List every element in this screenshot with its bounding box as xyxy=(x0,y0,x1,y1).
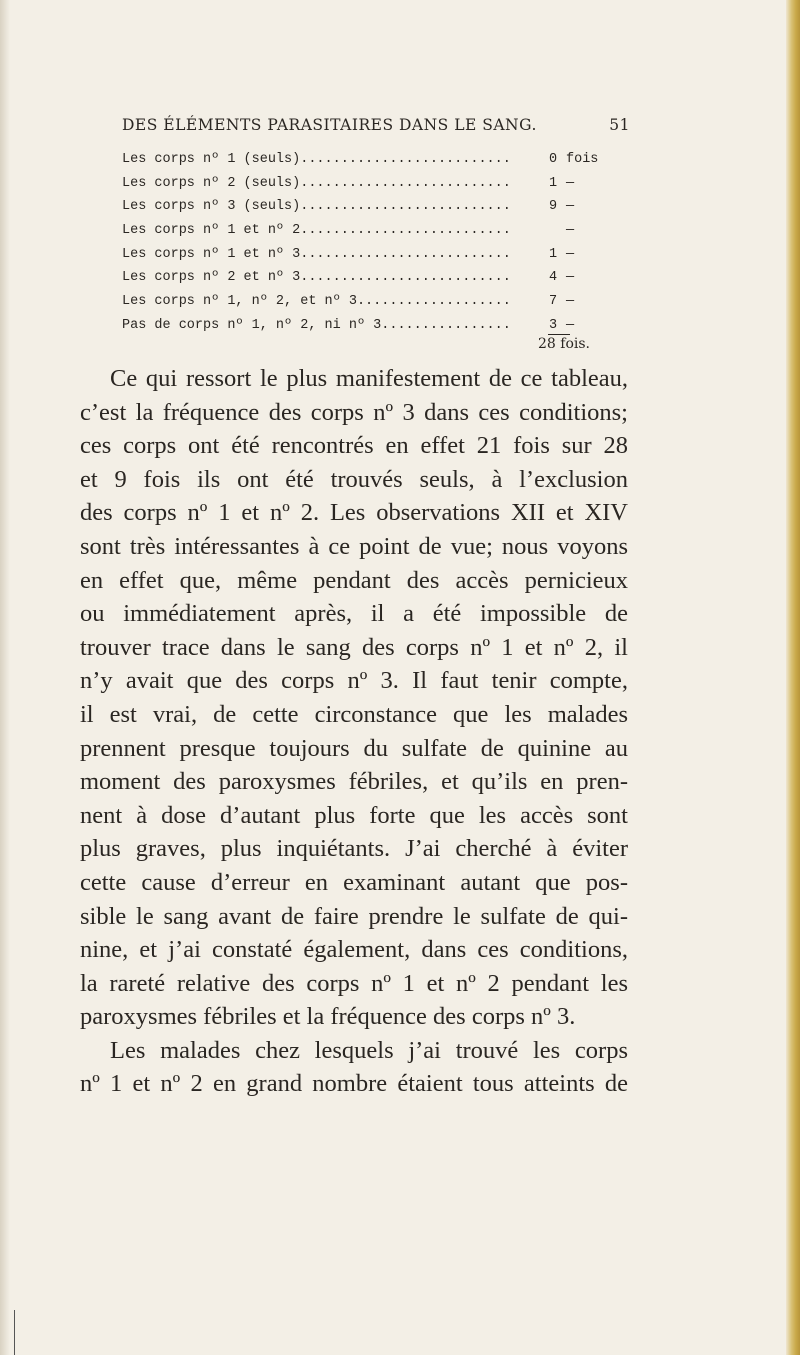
corner-mark xyxy=(14,1310,15,1355)
text-line: et 9 fois ils ont été trouvés seuls, à l’exclusion xyxy=(80,465,628,493)
page-number: 51 xyxy=(609,116,630,134)
row-unit: — xyxy=(566,223,575,239)
text-line: ou immédiatement après, il a été impossible de xyxy=(80,600,628,628)
text-line: nine, et j’ai constaté également, dans ces conditions, xyxy=(80,936,628,964)
table-row xyxy=(122,148,630,172)
row-label: Les corps nº 1 et nº 2.......................... xyxy=(122,223,511,239)
table-row xyxy=(122,219,630,243)
row-label: Les corps nº 1 et nº 3.......................... xyxy=(122,246,511,262)
row-unit: — xyxy=(566,246,575,262)
text-line: ces corps ont été rencontrés en effet 21 fois sur 28 xyxy=(80,432,628,460)
row-count: 4 xyxy=(548,270,558,286)
text-line: trouver trace dans le sang des corps nº 1 et nº 2, il xyxy=(80,633,628,661)
text-line: c’est la fréquence des corps nº 3 dans ces conditions; xyxy=(80,398,628,426)
page-edge-left xyxy=(0,0,10,1355)
row-count: 9 xyxy=(548,199,558,215)
page-edge-right xyxy=(786,0,800,1355)
running-header xyxy=(122,116,630,138)
text-line: moment des paroxysmes fébriles, et qu’ils en pren- xyxy=(80,768,628,796)
row-count: 7 xyxy=(548,294,558,310)
row-count: 1 xyxy=(548,175,558,191)
row-label: Les corps nº 2 (seuls).......................... xyxy=(122,175,511,191)
table-total: 28 fois. xyxy=(538,336,590,352)
running-title: DES ÉLÉMENTS PARASITAIRES DANS LE SANG. xyxy=(122,116,537,134)
count-table xyxy=(122,148,630,338)
row-label: Les corps nº 2 et nº 3.......................... xyxy=(122,270,511,286)
body-paragraphs xyxy=(80,362,628,1101)
table-row xyxy=(122,266,630,290)
text-line: Ce qui ressort le plus manifestement de ce tableau, xyxy=(110,365,628,392)
row-unit: — xyxy=(566,199,575,215)
text-line: plus graves, plus inquiétants. J’ai cherché à éviter xyxy=(80,835,628,863)
text-line: nº 1 et nº 2 en grand nombre étaient tous atteints de xyxy=(80,1070,628,1098)
table-row xyxy=(122,195,630,219)
table-row xyxy=(122,290,630,314)
text-line: cette cause d’erreur en examinant autant que pos- xyxy=(80,868,628,896)
row-unit: — xyxy=(566,317,575,333)
row-unit: fois xyxy=(566,152,599,167)
sum-rule xyxy=(548,334,570,335)
text-line: la rareté relative des corps nº 1 et nº 2 pendant les xyxy=(80,969,628,997)
row-label: Pas de corps nº 1, nº 2, ni nº 3................ xyxy=(122,317,511,333)
text-line: des corps nº 1 et nº 2. Les observations XII et XIV xyxy=(80,499,628,527)
text-line: il est vrai, de cette circonstance que les malades xyxy=(80,700,628,728)
row-count: 3 xyxy=(548,317,558,333)
row-label: Les corps nº 3 (seuls).......................... xyxy=(122,199,511,215)
row-label: Les corps nº 1, nº 2, et nº 3................... xyxy=(122,294,511,310)
text-line: Les malades chez lesquels j’ai trouvé les corps xyxy=(110,1036,628,1064)
text-line: prennent presque toujours du sulfate de quinine au xyxy=(80,734,628,762)
row-count: 0 xyxy=(548,152,558,167)
row-unit: — xyxy=(566,175,575,191)
text-line: sont très intéressantes à ce point de vue; nous voyons xyxy=(80,532,628,560)
table-row xyxy=(122,243,630,267)
text-line: en effet que, même pendant des accès pernicieux xyxy=(80,566,628,594)
row-unit: — xyxy=(566,270,575,286)
table-row xyxy=(122,172,630,196)
row-label: Les corps nº 1 (seuls).......................... xyxy=(122,152,511,167)
text-line: paroxysmes fébriles et la fréquence des corps nº 3. xyxy=(80,1003,576,1031)
text-line: nent à dose d’autant plus forte que les accès sont xyxy=(80,801,628,829)
text-line: sible le sang avant de faire prendre le sulfate de qui- xyxy=(80,902,628,930)
text-line: n’y avait que des corps nº 3. Il faut tenir compte, xyxy=(80,667,628,695)
row-unit: — xyxy=(566,294,575,310)
row-count: 1 xyxy=(548,246,558,262)
